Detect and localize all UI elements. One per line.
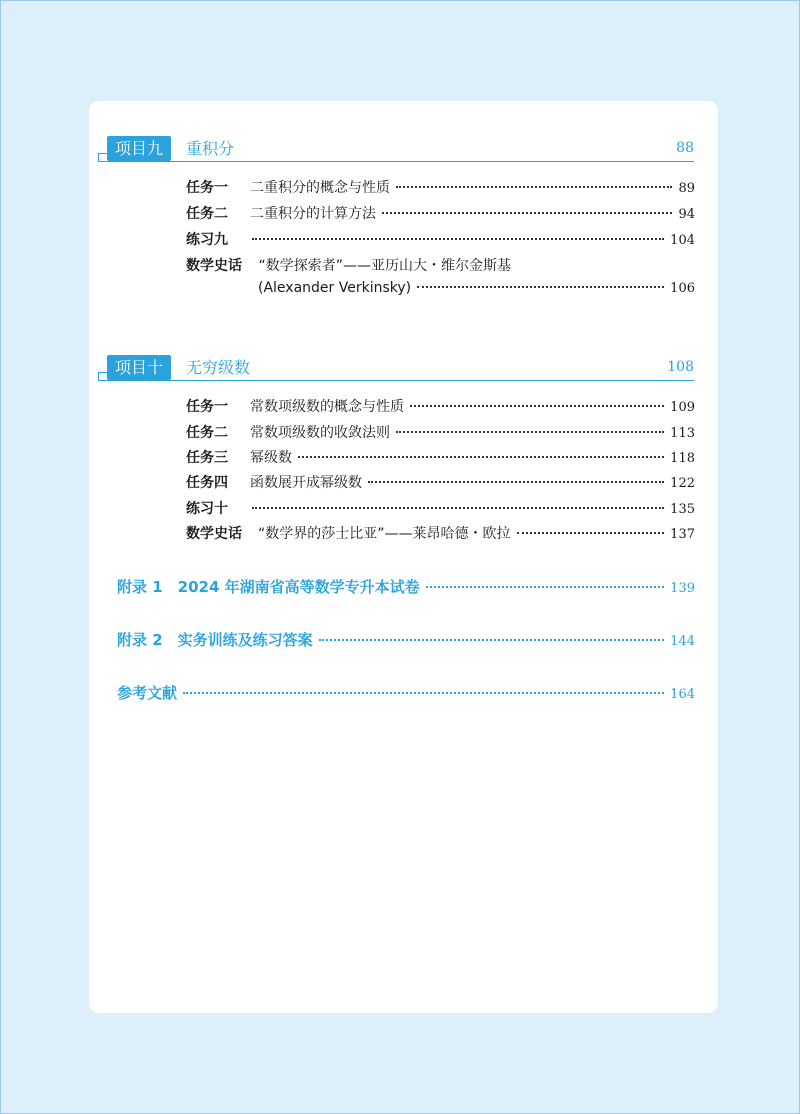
entry-page: 118 (670, 451, 695, 466)
entry-label: 任务二 (186, 206, 228, 222)
toc-entry[interactable] (186, 498, 695, 520)
toc-entry[interactable] (186, 472, 695, 494)
section-hook (98, 372, 107, 381)
entry-label: 练习九 (186, 232, 228, 248)
entry-label: 数学史话 (186, 258, 242, 274)
entry-page: 135 (670, 502, 695, 517)
toc-entry[interactable] (186, 422, 695, 444)
toc-entry[interactable] (186, 523, 695, 545)
section-header[interactable] (98, 136, 694, 162)
appendix-page: 144 (670, 634, 695, 649)
entry-label: 练习十 (186, 501, 228, 517)
entry-text: 二重积分的计算方法 (250, 206, 376, 222)
appendix-text: 参考文献 (117, 684, 178, 702)
leader-dots (517, 532, 665, 534)
entry-text: 幂级数 (250, 450, 292, 466)
entry-page: 122 (670, 476, 695, 491)
entry-page: 104 (670, 233, 695, 248)
entry-text: “数学界的莎士比亚”——莱昂哈德・欧拉 (258, 526, 511, 542)
section-title: 重积分 (186, 139, 235, 158)
section-rule (98, 161, 694, 162)
entry-page: 106 (670, 281, 695, 296)
entry-text: 常数项级数的概念与性质 (250, 399, 404, 415)
leader-dots (410, 405, 664, 407)
appendix-page: 139 (670, 581, 695, 596)
appendix-page: 164 (670, 687, 695, 702)
entry-page: 89 (678, 181, 695, 196)
leader-dots (417, 286, 664, 288)
appendix-entry[interactable] (117, 682, 695, 704)
appendix-entry[interactable] (117, 629, 695, 651)
leader-dots (396, 431, 664, 433)
entry-label: 任务一 (186, 180, 228, 196)
toc-entry[interactable] (186, 203, 695, 225)
entry-text: “数学探索者”——亚历山大・维尔金斯基 (258, 258, 511, 274)
leader-dots (426, 586, 665, 588)
toc-entry[interactable] (186, 396, 695, 418)
section-rule (98, 380, 694, 381)
entry-text: 二重积分的概念与性质 (250, 180, 390, 196)
entry-page: 94 (678, 207, 695, 222)
entry-page: 137 (670, 527, 695, 542)
toc-entry[interactable] (186, 177, 695, 199)
section-page: 108 (667, 359, 694, 375)
section-badge: 项目十 (107, 355, 171, 380)
appendix-text: 附录 2 实务训练及练习答案 (117, 631, 313, 649)
entry-label: 任务四 (186, 475, 228, 491)
leader-dots (368, 481, 664, 483)
toc-entry[interactable] (186, 447, 695, 469)
entry-label: 任务三 (186, 450, 228, 466)
toc-entry[interactable] (186, 229, 695, 251)
section-badge: 项目九 (107, 136, 171, 161)
appendix-text: 附录 1 2024 年湖南省高等数学专升本试卷 (117, 578, 420, 596)
section-page: 88 (676, 140, 694, 156)
entry-text: (Alexander Verkinsky) (258, 280, 412, 296)
leader-dots (252, 507, 664, 509)
appendix-entry[interactable] (117, 576, 695, 598)
leader-dots (396, 186, 672, 188)
leader-dots (319, 639, 665, 641)
entry-page: 109 (670, 400, 695, 415)
leader-dots (382, 212, 672, 214)
entry-label: 数学史话 (186, 526, 242, 542)
entry-label: 任务一 (186, 399, 228, 415)
section-hook (98, 153, 107, 162)
entry-text: 函数展开成幂级数 (250, 475, 362, 491)
leader-dots (183, 692, 664, 694)
entry-text: 常数项级数的收敛法则 (250, 425, 390, 441)
section-header[interactable] (98, 355, 694, 381)
toc-entry[interactable] (258, 280, 695, 302)
section-title: 无穷级数 (186, 358, 251, 377)
entry-page: 113 (670, 426, 695, 441)
toc-entry[interactable] (186, 255, 695, 277)
entry-label: 任务二 (186, 425, 228, 441)
leader-dots (252, 238, 664, 240)
leader-dots (298, 456, 664, 458)
